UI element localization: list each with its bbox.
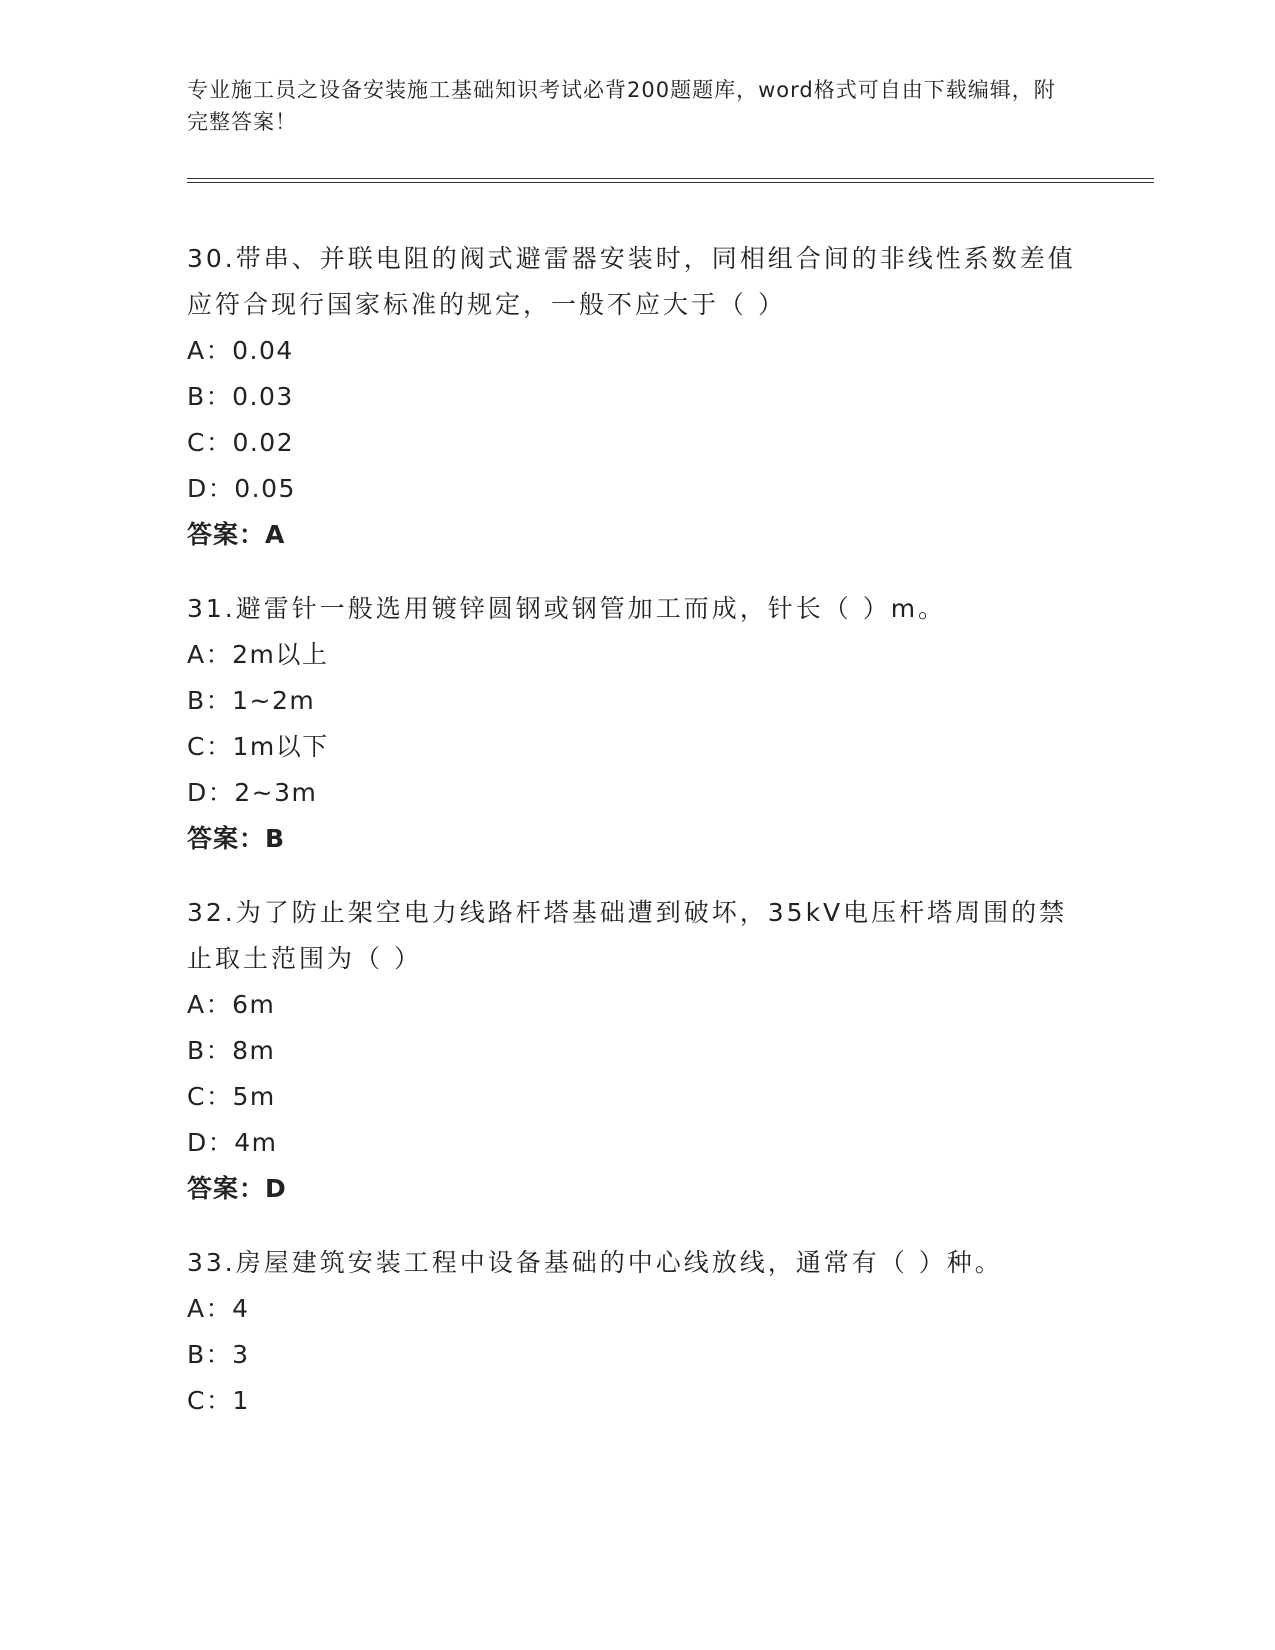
option-d: D：2~3m [187, 778, 318, 807]
option-a: A：4 [187, 1294, 250, 1323]
option-c: C：1 [187, 1386, 250, 1415]
answer: 答案：A [187, 520, 286, 549]
option-c: C：5m [187, 1082, 276, 1111]
option-d: D：0.05 [187, 474, 296, 503]
option-a: A：0.04 [187, 336, 294, 365]
question-stem: 31.避雷针一般选用镀锌圆钢或钢管加工而成，针长（ ）m。 [187, 594, 947, 623]
option-b: B：3 [187, 1340, 250, 1369]
option-c: C：1m以下 [187, 732, 329, 761]
question-33 [187, 1240, 1087, 1424]
question-32 [187, 890, 1087, 1212]
question-stem: 32.为了防止架空电力线路杆塔基础遭到破坏，35kV电压杆塔周围的禁止取土范围为（ ） [187, 898, 1068, 973]
question-list [187, 236, 1087, 1452]
question-30 [187, 236, 1087, 558]
question-stem: 30.带串、并联电阻的阀式避雷器安装时，同相组合间的非线性系数差值应符合现行国家标准的规定，一般不应大于（ ） [187, 244, 1076, 319]
header-divider-bottom [187, 182, 1154, 183]
document-header: 专业施工员之设备安装施工基础知识考试必背200题题库，word格式可自由下载编辑，附完整答案！ [187, 78, 1056, 134]
option-a: A：6m [187, 990, 276, 1019]
option-d: D：4m [187, 1128, 278, 1157]
option-a: A：2m以上 [187, 640, 329, 669]
option-b: B：0.03 [187, 382, 294, 411]
option-c: C：0.02 [187, 428, 295, 457]
answer: 答案：D [187, 1174, 287, 1203]
option-b: B：8m [187, 1036, 276, 1065]
header-divider-top [187, 178, 1154, 179]
option-b: B：1~2m [187, 686, 316, 715]
answer: 答案：B [187, 824, 286, 853]
question-31 [187, 586, 1087, 862]
question-stem: 33.房屋建筑安装工程中设备基础的中心线放线，通常有（ ）种。 [187, 1248, 1003, 1277]
